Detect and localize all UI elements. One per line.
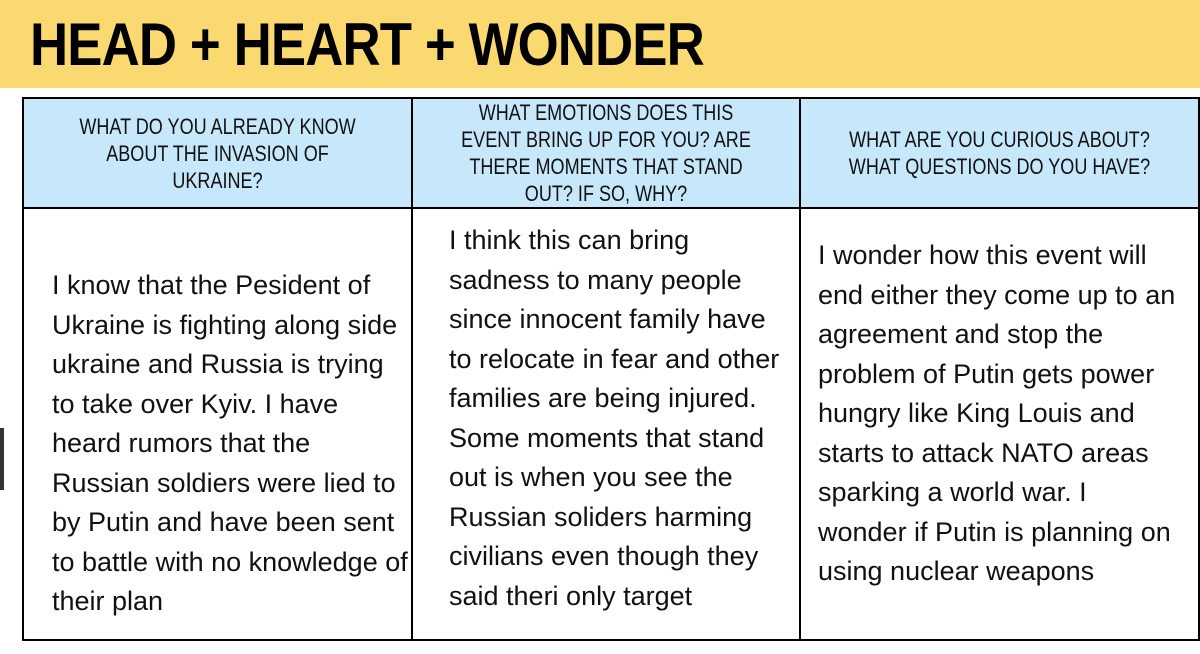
column-header-emotions-text: WHAT EMOTIONS DOES THIS EVENT BRING UP FOR YOU? ARE THERE MOMENTS THAT STAND OUT? IF SO, WHY? <box>461 100 751 206</box>
page-title: HEAD + HEART + WONDER <box>30 11 704 78</box>
side-scroll-tab[interactable] <box>0 428 4 490</box>
response-curious[interactable] <box>801 209 1198 639</box>
column-header-emotions <box>413 99 799 209</box>
column-header-know <box>24 99 411 209</box>
response-emotions-text: I think this can bring sadness to many people since innocent family have to relocate in fear and other families are being injured. Some moments that stand out is when you see the Russian soliders harming civilians even though they said theri only target <box>449 225 780 611</box>
column-header-curious-text: WHAT ARE YOU CURIOUS ABOUT? WHAT QUESTIONS DO YOU HAVE? <box>848 127 1151 179</box>
title-banner <box>0 0 1200 88</box>
response-know[interactable] <box>24 209 411 639</box>
response-know-text: I know that the Pesident of Ukraine is fighting along side ukraine and Russia is trying to take over Kyiv. I have heard rumors that the Russian soldiers were lied to by Putin and have been sent to battle with no knowledge of their plan <box>52 270 408 616</box>
response-curious-text: I wonder how this event will end either they come up to an agreement and stop the problem of Putin gets power hungry like King Louis and starts to attack NATO areas sparking a world war. I wonder if Putin is planning on using nuclear weapons <box>818 240 1176 586</box>
column-header-curious <box>801 99 1198 209</box>
column-header-know-text: WHAT DO YOU ALREADY KNOW ABOUT THE INVASION OF UKRAINE? <box>79 113 356 193</box>
response-emotions[interactable] <box>413 209 799 639</box>
response-table <box>22 97 1200 641</box>
